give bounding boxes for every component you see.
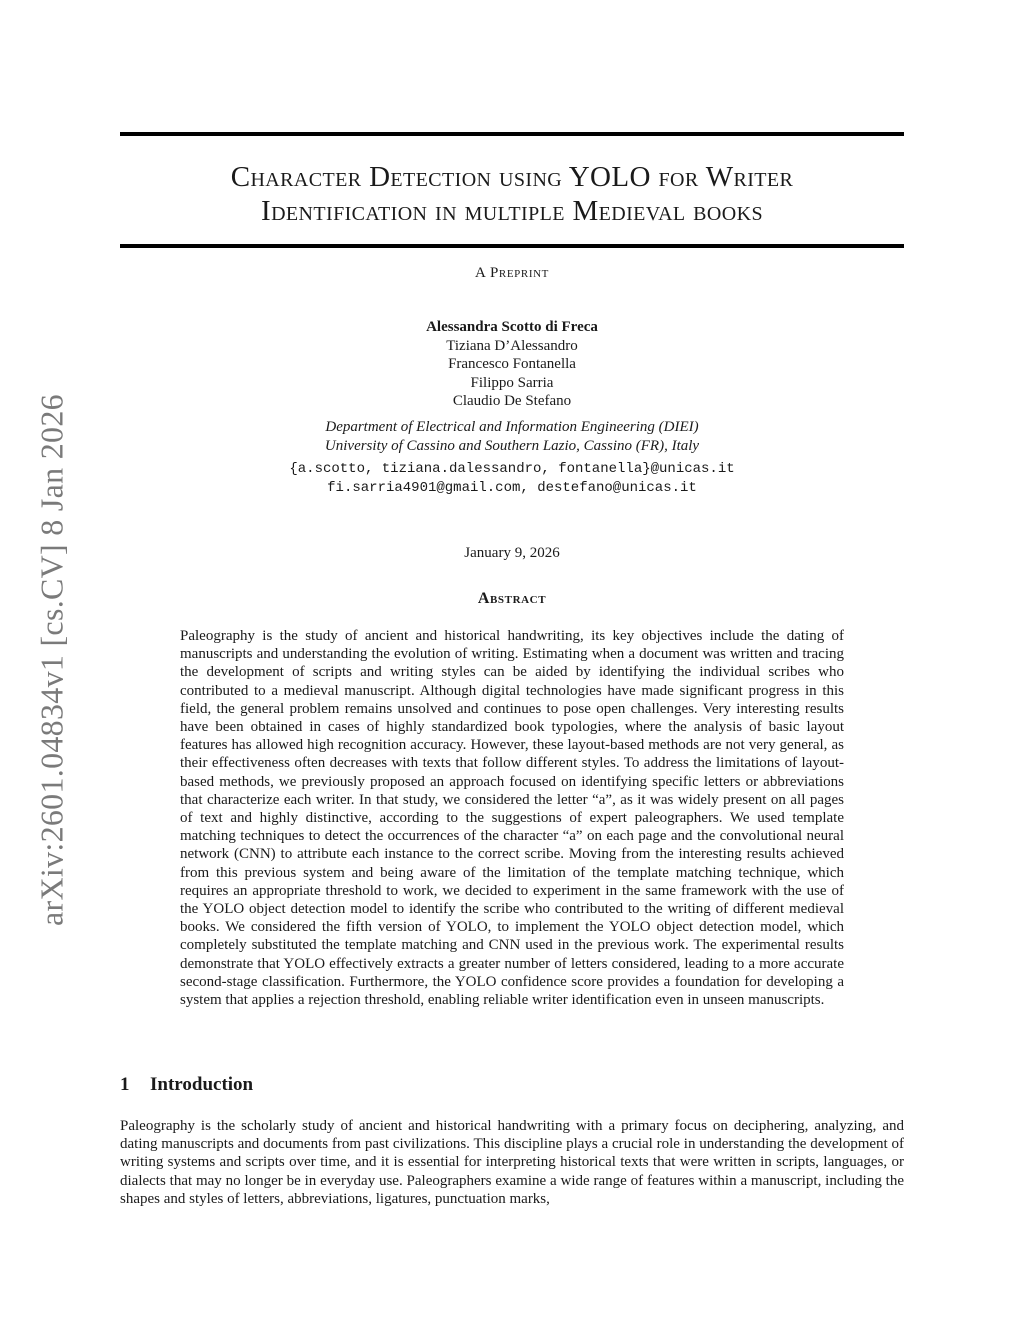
paper-title [120, 160, 904, 228]
abstract-heading: Abstract [477, 590, 547, 607]
introduction-body: Paleography is the scholarly study of ancient and historical handwriting with a primary focus on deciphering, analyzing, and dating manuscripts and documents from past civilizations. This discipline plays a crucial role in understanding the development of writing systems and scripts over time, and it is essential for interpreting historical texts that were written in scripts, languages, or dialects that may no longer be in everyday use. Paleographers examine a wide range of features within a manuscript, including the shapes and styles of letters, abbreviations, ligatures, punctuation marks, [120, 1118, 904, 1207]
abstract-body: Paleography is the study of ancient and historical handwriting, its key objectives include the dating of manuscripts and understanding the evolution of writing. Estimating when a document was written and tracing the development of scripts and writing styles can be aided by identifying the individual scribes who contributed to a medieval manuscript. Although digital technologies have made significant progress in this field, the general problem remains unsolved and continues to pose open challenges. Very interesting results have been obtained in cases of highly standardized book typologies, where the analysis of basic layout features has allowed high recognition accuracy. However, these layout-based methods are not very general, as their effectiveness often decreases with texts that follow different styles. To address the limitations of layout-based methods, we previously proposed an approach focused on identifying specific letters or abbreviations that characterize each writer. In that study, we considered the letter “a”, as it was widely present on all pages of text and highly distinctive, according to the suggestions of expert paleographers. We used template matching techniques to detect the occurrences of the character “a” on each page and the convolutional neural network (CNN) to attribute each instance to the correct scribe. Moving from the interesting results achieved from this previous system and being aware of the limitation of the template matching technique, which requires an appropriate threshold to work, we decided to experiment in the same framework with the use of the YOLO object detection model to identify the scribe who contributed to the writing of different medieval books. We considered the fifth version of YOLO, to implement the YOLO object detection model, which completely substituted the template matching and CNN used in the previous work. The experimental results demonstrate that YOLO effectively extracts a greater number of letters considered, leading to a more accurate second-stage classification. Furthermore, the YOLO confidence score provides a foundation for developing a system that applies a rejection threshold, enabling reliable writer identification even in unseen manuscripts. [180, 628, 844, 1009]
affiliation-department: Department of Electrical and Information Engineering (DIEI) [325, 419, 699, 435]
title-top-rule [120, 132, 904, 136]
preprint-label: A Preprint [475, 265, 549, 281]
section-number: 1 [120, 1074, 130, 1095]
author: Filippo Sarria [470, 374, 554, 391]
lead-author: Alessandra Scotto di Freca [426, 319, 598, 335]
title-line-1: Character Detection using YOLO for Writer [230, 161, 794, 193]
section-heading-introduction [120, 1074, 253, 1096]
author: Claudio De Stefano [452, 393, 572, 409]
affiliation [120, 418, 904, 456]
publication-date: January 9, 2026 [464, 545, 560, 561]
email-line-1: {a.scotto, tiziana.dalessandro, fontanella}@unicas.it [289, 461, 735, 477]
arxiv-sidebar-stamp: arXiv:2601.04834v1 [cs.CV] 8 Jan 2026 [33, 394, 70, 926]
email-line-2: fi.sarria4901@gmail.com, destefano@unicas.it [327, 480, 697, 496]
section-title: Introduction [150, 1074, 254, 1095]
author: Francesco Fontanella [448, 356, 576, 372]
author-list [120, 318, 904, 411]
affiliation-university: University of Cassino and Southern Lazio, Cassino (FR), Italy [324, 438, 700, 454]
title-line-2: Identification in multiple Medieval books [261, 195, 763, 227]
author-emails [120, 460, 904, 498]
author: Tiziana D’Alessandro [446, 337, 578, 354]
title-bottom-rule [120, 244, 904, 248]
